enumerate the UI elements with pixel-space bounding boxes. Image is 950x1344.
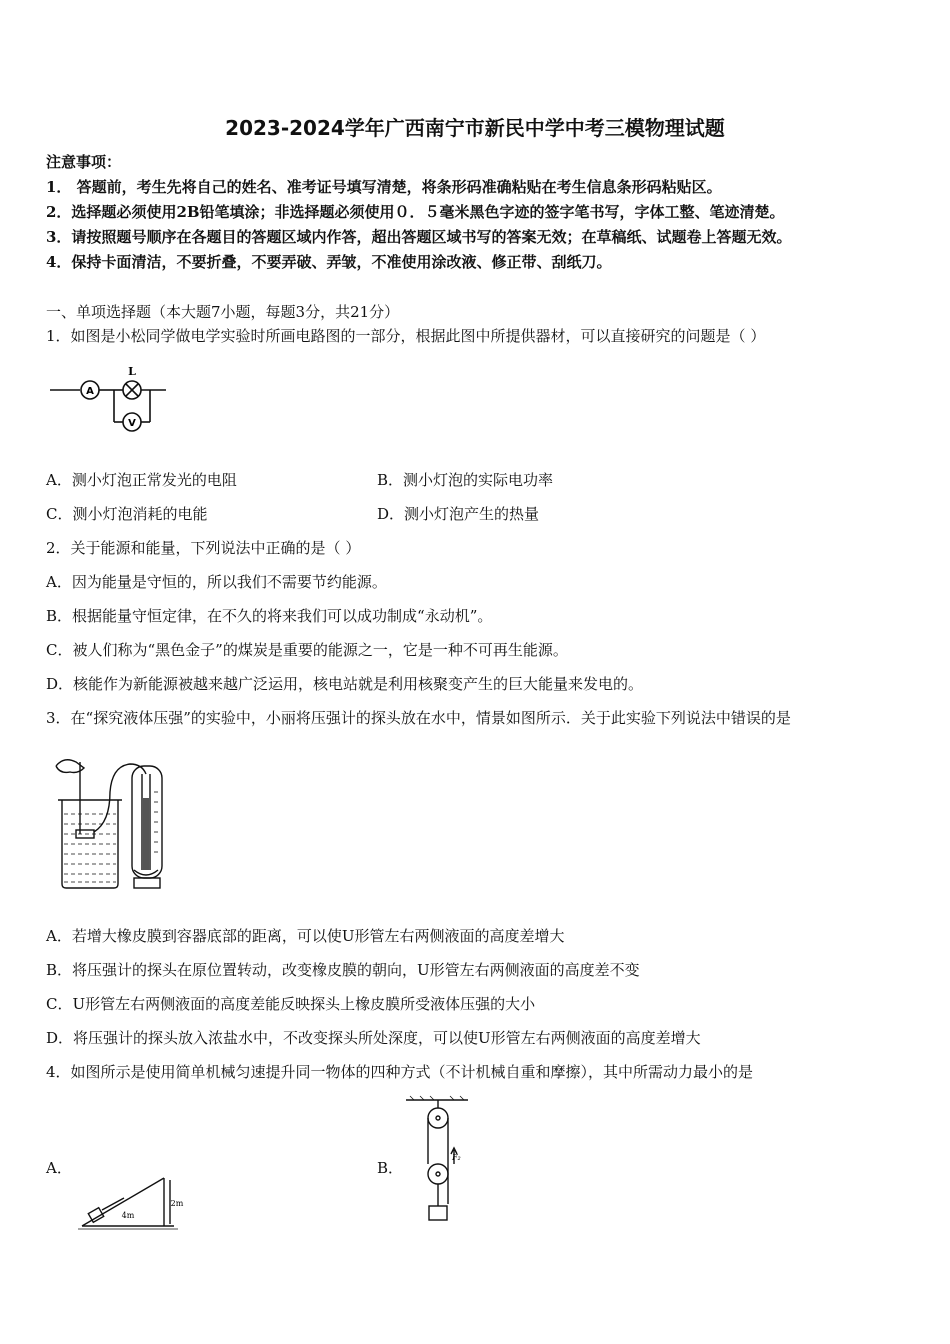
inclined-plane-figure: [78, 1172, 188, 1234]
circuit-diagram: [48, 360, 173, 438]
q2-option-d: D．核能作为新能源被越来越广泛运用，核电站就是利用核聚变产生的巨大能量来发电的。: [46, 675, 644, 693]
notice-item: 1． 答题前，考生先将自己的姓名、准考证号填写清楚，将条形码准确粘贴在考生信息条形码粘贴区。: [46, 178, 722, 196]
q3-option-a: A．若增大橡皮膜到容器底部的距离，可以使U形管左右两侧液面的高度差增大: [46, 927, 565, 945]
section-heading: 一、单项选择题（本大题7小题，每题3分，共21分）: [46, 303, 400, 321]
question-3-stem: 3．在“探究液体压强”的实验中，小丽将压强计的探头放在水中，情景如图所示．关于此实验下列说法中错误的是: [46, 709, 791, 727]
q4-option-b: B．: [377, 1159, 404, 1177]
notice-item: 2．选择题必须使用2B铅笔填涂；非选择题必须使用０．５毫米黑色字迹的签字笔书写，字体工整、笔迹清楚。: [46, 203, 785, 221]
force-label: F₂: [452, 1153, 461, 1162]
q2-option-b: B．根据能量守恒定律，在不久的将来我们可以成功制成“永动机”。: [46, 607, 493, 625]
q4-option-a: A．: [46, 1159, 72, 1177]
notice-item: 4．保持卡面清洁，不要折叠，不要弄破、弄皱，不准使用涂改液、修正带、刮纸刀。: [46, 253, 612, 271]
voltmeter-label: V: [128, 418, 136, 429]
question-2-stem: 2．关于能源和能量，下列说法中正确的是（ ）: [46, 539, 361, 557]
q1-option-d: D．测小灯泡产生的热量: [377, 505, 540, 523]
pressure-gauge-figure: [50, 752, 175, 892]
q1-option-c: C．测小灯泡消耗的电能: [46, 505, 208, 523]
incline-base-label: 4m: [121, 1211, 135, 1220]
question-1-stem: 1．如图是小松同学做电学实验时所画电路图的一部分，根据此图中所提供器材，可以直接研究的问题是（ ）: [46, 327, 766, 345]
q2-option-c: C．被人们称为“黑色金子”的煤炭是重要的能源之一，它是一种不可再生能源。: [46, 641, 568, 659]
notice-item: 3．请按照题号顺序在各题目的答题区域内作答，超出答题区域书写的答案无效；在草稿纸、试题卷上答题无效。: [46, 228, 792, 246]
page-title: 2023-2024学年广西南宁市新民中学中考三模物理试题: [225, 116, 725, 140]
q3-option-b: B．将压强计的探头在原位置转动，改变橡皮膜的朝向，U形管左右两侧液面的高度差不变: [46, 961, 640, 979]
incline-height-label: 2m: [170, 1199, 184, 1208]
ammeter-label: A: [86, 386, 94, 397]
notice-heading: 注意事项：: [46, 153, 122, 171]
q3-option-d: D．将压强计的探头放入浓盐水中，不改变探头所处深度，可以使U形管左右两侧液面的高度差增大: [46, 1029, 701, 1047]
q3-option-c: C．U形管左右两侧液面的高度差能反映探头上橡皮膜所受液体压强的大小: [46, 995, 536, 1013]
q1-option-a: A．测小灯泡正常发光的电阻: [46, 471, 237, 489]
lamp-label: L: [128, 365, 136, 378]
q1-option-b: B．测小灯泡的实际电功率: [377, 471, 554, 489]
q2-option-a: A．因为能量是守恒的，所以我们不需要节约能源。: [46, 573, 387, 591]
pulley-figure: [402, 1094, 474, 1234]
question-4-stem: 4．如图所示是使用简单机械匀速提升同一物体的四种方式（不计机械自重和摩擦），其中所需动力最小的是: [46, 1063, 754, 1081]
